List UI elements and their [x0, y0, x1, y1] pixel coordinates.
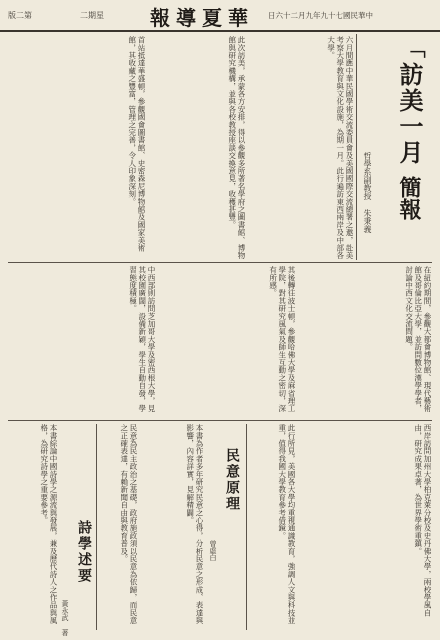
article1-title-rest: 簡報: [396, 176, 422, 220]
article2-column: 本書為作者多年研究民意之心得，分析民意之形成、表達與影響，內容詳實，見解精闢。: [185, 424, 204, 625]
divider: [8, 420, 432, 421]
article3-column: 本書綜論中國詩學之源流與發展，兼及歷代詩人之作品與風格，為研究詩學之重要參考。: [39, 424, 58, 625]
article1-column: 西岸訪問加州大學柏克萊分校及史丹佛大學，兩校學風自由，研究成果卓著，為世界學術重鎮。: [413, 424, 432, 617]
article1-column: 中西部則訪問芝加哥大學及密西根大學，見其校園廣闊，設備新穎，學生自動自發，學習態度積極。: [128, 266, 156, 413]
divider: [96, 424, 97, 630]
masthead: [0, 0, 440, 32]
article2-byline: 曾虛白: [209, 540, 217, 561]
divider: [246, 424, 247, 630]
article1-title: 訪美一月: [395, 62, 424, 166]
article2-column: 民意為民主政治之基礎，政府施政須以民意為依歸，而民意之正確表達，有賴新聞自由與教育普及。: [119, 424, 138, 625]
page-number: 版二第: [8, 11, 32, 20]
article2-title: 民意原理: [224, 448, 240, 512]
article1-column: 此次訪美，承蒙各方安排，得以參觀多所著名學府之圖書館、博物館與研究機構，並與各校教授座談交換意見，收穫甚豐。: [227, 36, 246, 260]
article1-byline: 哲學系副教授 朱秉義: [363, 152, 372, 233]
article1-column: 首站抵達華盛頓，參觀國會圖書館、史密森尼博物館及國家美術館，其收藏之豐富，管理之完善，令人印象深刻。: [127, 36, 146, 252]
newspaper-title: 報導夏華: [150, 6, 254, 30]
article1-column: 此行所見，美國各大學均重視通識教育，強調人文與科技並重，值得我國大學教育參考借鏡。: [277, 424, 296, 625]
divider: [8, 262, 432, 263]
article1-column: 在紐約期間，參觀大都會博物館、現代藝術館及哥倫比亞大學，並訪問數位漢學學者，討論中西文化交流問題。: [404, 266, 432, 413]
article3-byline: 黃永武 著: [61, 600, 69, 636]
issue-date: 日六十二月九年九十七國民華中: [268, 11, 373, 20]
article1-column: 其後轉往波士頓，參觀哈佛大學及麻省理工學院，對其研究風氣及師生互動之密切，深有所感。: [268, 266, 296, 413]
article1-column: 六月間應中華民國學術交流委員會及美國國際交流總署之邀，赴美考察大學教育與文化設施，為期一月。此行遍訪東西兩岸及中部各大學。: [326, 36, 354, 260]
headline-bracket: 「: [402, 38, 426, 58]
article3-title: 詩學述要: [76, 520, 92, 584]
weekday: 二期星: [80, 11, 104, 20]
divider: [356, 34, 357, 260]
